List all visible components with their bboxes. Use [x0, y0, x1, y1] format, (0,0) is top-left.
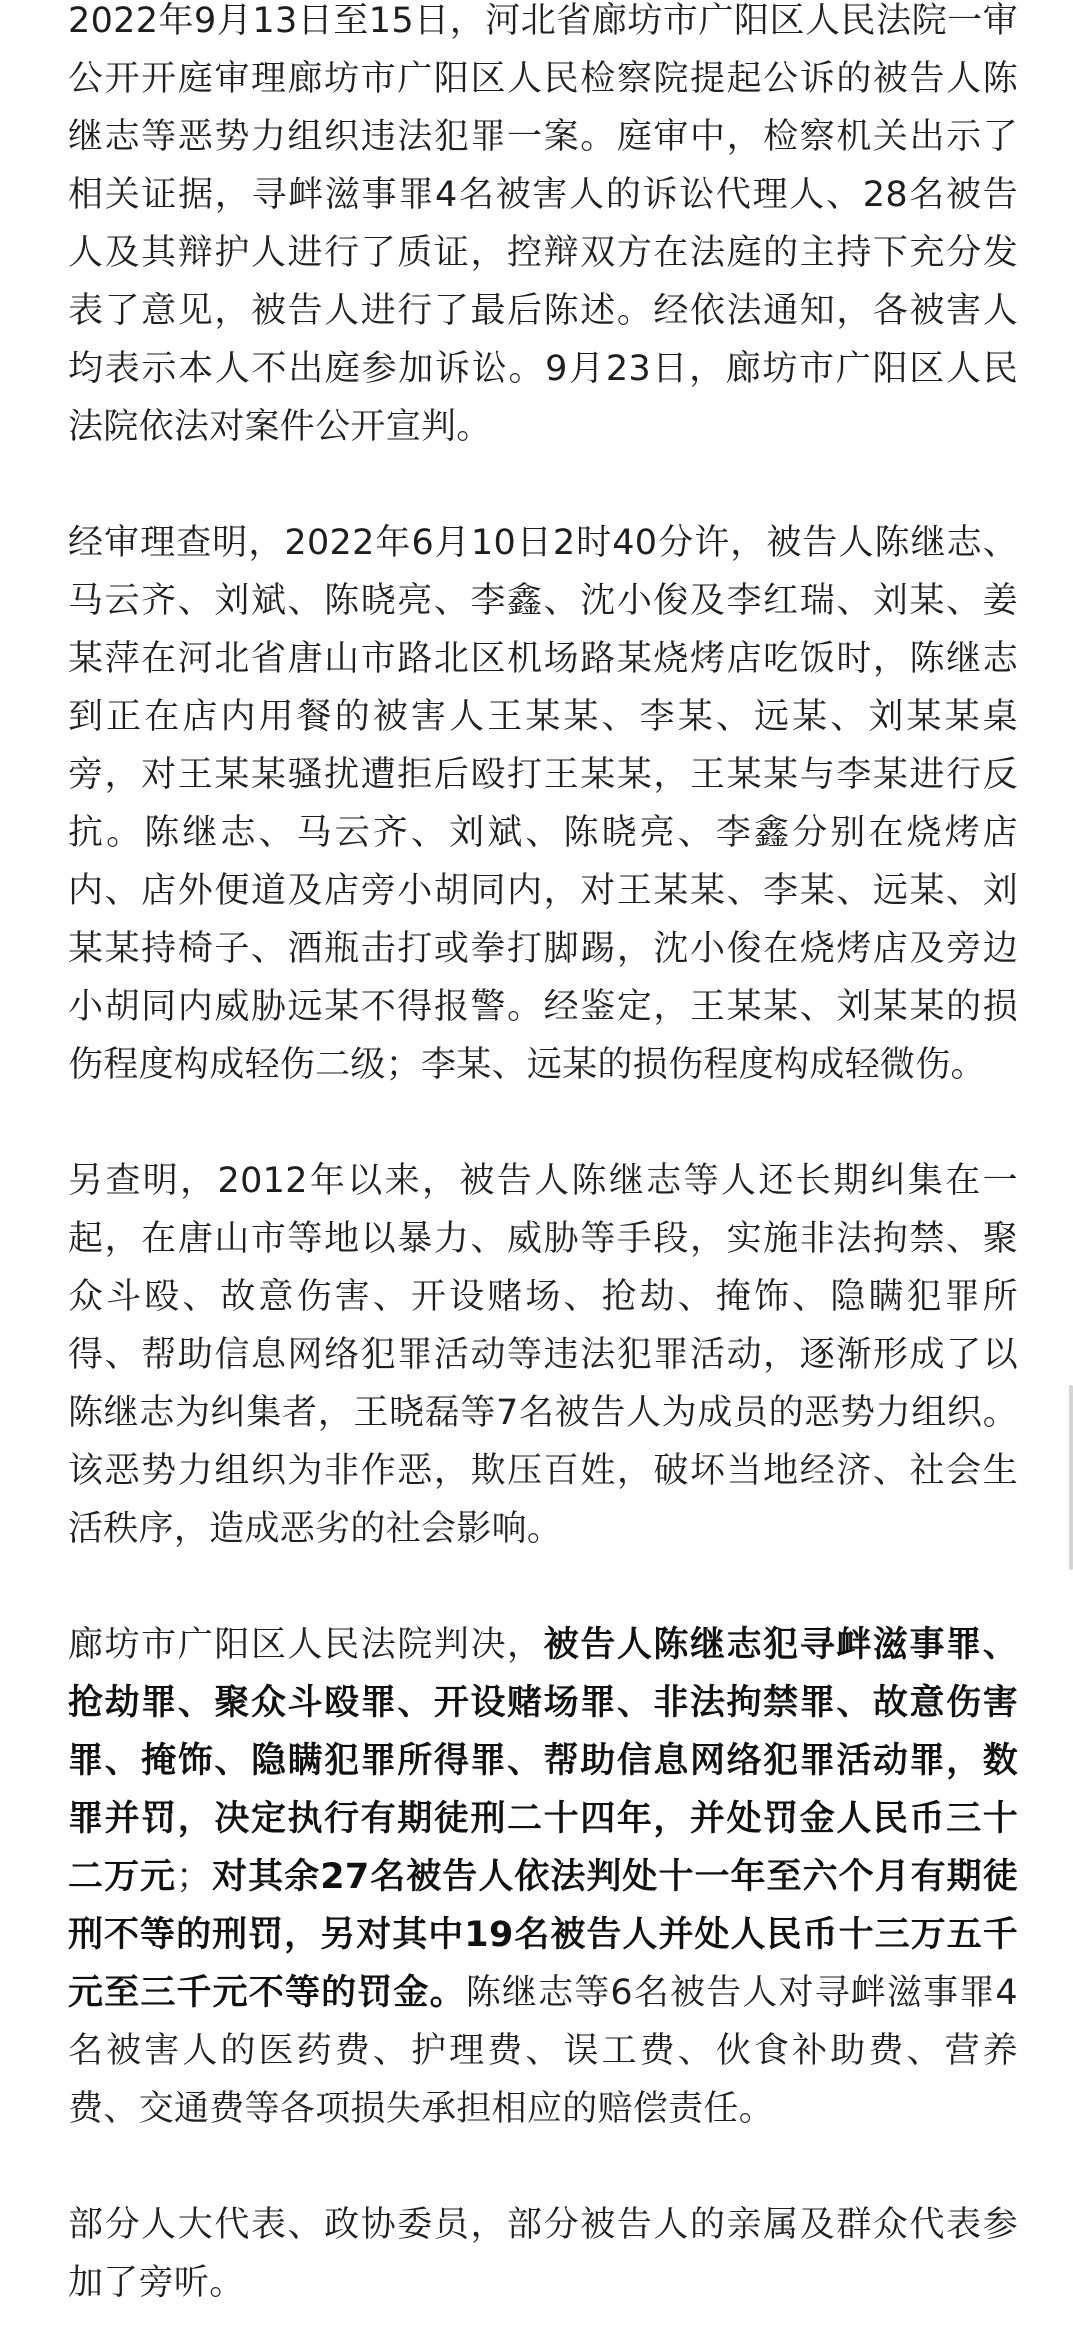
- paragraph-further-findings: 另查明，2012年以来，被告人陈继志等人还长期纠集在一起，在唐山市等地以暴力、威胁等手段，实施非法拘禁、聚众斗殴、故意伤害、开设赌场、抢劫、掩饰、隐瞒犯罪所得、帮助信息网络犯罪活动等违法犯罪活动，逐渐形成了以陈继志为纠集者，王晓磊等7名被告人为成员的恶势力组织。该恶势力组织为非作恶，欺压百姓，破坏当地经济、社会生活秩序，造成恶劣的社会影响。: [68, 1161, 1018, 1549]
- verdict-lead: 廊坊市广阳区人民法院判决，: [68, 1625, 544, 1665]
- verdict-separator: ；: [176, 1857, 212, 1897]
- paragraph-verdict: [68, 1616, 1018, 2138]
- verdict-tail: 陈继志等6名被告人对寻衅滋事罪4名被害人的医药费、护理费、误工费、伙食补助费、营养费、交通费等各项损失承担相应的赔偿责任。: [68, 1973, 1018, 2129]
- scrollbar-thumb[interactable]: [1069, 1385, 1073, 1570]
- verdict-bold-others: 对其余27名被告人依法判处十一年至六个月有期徒刑不等的刑罚，另对其中19名被告人并处人民币十三万五千元至三千元不等的罚金。: [68, 1857, 1019, 2013]
- paragraph-gap: [68, 2138, 1018, 2196]
- paragraph-facts: 经审理查明，2022年6月10日2时40分许，被告人陈继志、马云齐、刘斌、陈晓亮、李鑫、沈小俊及李红瑞、刘某、姜某萍在河北省唐山市路北区机场路某烧烤店吃饭时，陈继志到正在店内用餐的被害人王某某、李某、远某、刘某某桌旁，对王某某骚扰遭拒后殴打王某某，王某某与李某进行反抗。陈继志、马云齐、刘斌、陈晓亮、李鑫分别在烧烤店内、店外便道及店旁小胡同内，对王某某、李某、远某、刘某某持椅子、酒瓶击打或拳打脚踢，沈小俊在烧烤店及旁边小胡同内威胁远某不得报警。经鉴定，王某某、刘某某的损伤程度构成轻伤二级；李某、远某的损伤程度构成轻微伤。: [68, 523, 1018, 1085]
- paragraph-gap: [68, 1558, 1018, 1616]
- verdict-bold-main: 被告人陈继志犯寻衅滋事罪、抢劫罪、聚众斗殴罪、开设赌场罪、非法拘禁罪、故意伤害罪、掩饰、隐瞒犯罪所得罪、帮助信息网络犯罪活动罪，数罪并罚，决定执行有期徒刑二十四年，并处罚金人民币三十二万元: [68, 1625, 1018, 1897]
- paragraph-gap: [68, 456, 1018, 514]
- paragraph-gap: [68, 1094, 1018, 1152]
- paragraph-trial-overview: 2022年9月13日至15日，河北省廊坊市广阳区人民法院一审公开开庭审理廊坊市广阳区人民检察院提起公诉的被告人陈继志等恶势力组织违法犯罪一案。庭审中，检察机关出示了相关证据，寻衅滋事罪4名被害人的诉讼代理人、28名被告人及其辩护人进行了质证，控辩双方在法庭的主持下充分发表了意见，被告人进行了最后陈述。经依法通知，各被害人均表示本人不出庭参加诉讼。9月23日，廊坊市广阳区人民法院依法对案件公开宣判。: [68, 1, 1018, 447]
- article-body: [68, 0, 1018, 2312]
- paragraph-attendees: 部分人大代表、政协委员，部分被告人的亲属及群众代表参加了旁听。: [68, 2205, 1018, 2303]
